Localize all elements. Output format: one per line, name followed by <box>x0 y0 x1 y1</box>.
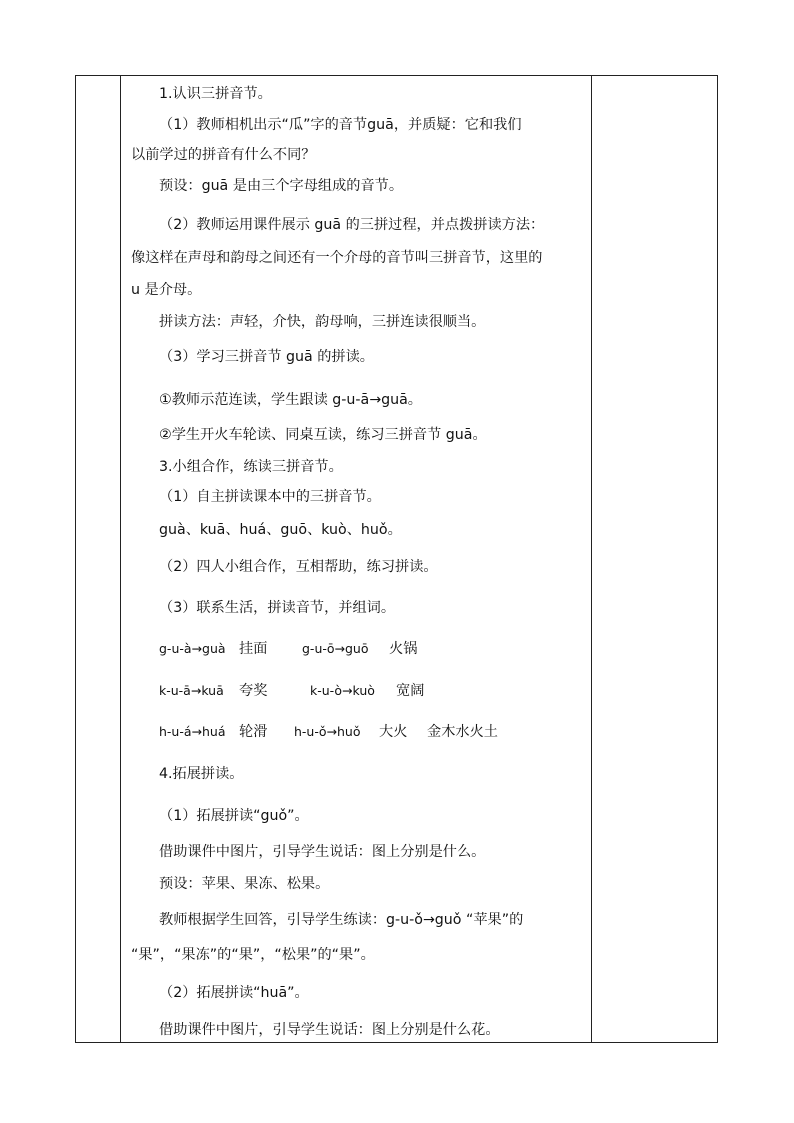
paragraph-line: 像这样在声母和韵母之间还有一个介母的音节叫三拼音节，这里的 <box>131 250 543 266</box>
paragraph-line: “果”，“果冻”的“果”，“松果”的“果”。 <box>131 947 375 963</box>
word: 大火 <box>379 724 408 740</box>
table-left-border <box>75 75 76 1043</box>
pinyin-spelling: k-u-ā→kuā <box>159 683 224 698</box>
pinyin-spelling: h-u-ǒ→huǒ <box>294 724 361 739</box>
pinyin-spelling: k-u-ò→kuò <box>310 683 375 698</box>
table-top-border <box>75 75 718 76</box>
word: 夸奖 <box>239 683 268 699</box>
pinyin-spelling: h-u-á→huá <box>159 724 226 739</box>
paragraph-line: （2）教师运用课件展示 guā 的三拼过程，并点拨拼读方法： <box>159 217 545 233</box>
paragraph-line: 借助课件中图片，引导学生说话：图上分别是什么花。 <box>159 1022 500 1038</box>
table-col-divider-2 <box>591 75 592 1043</box>
word-row <box>159 639 579 659</box>
paragraph-line: ①教师示范连读，学生跟读 g-u-ā→guā。 <box>159 392 422 408</box>
paragraph-line: （1）教师相机出示“瓜”字的音节guā，并质疑：它和我们 <box>159 117 522 133</box>
paragraph-line: 以前学过的拼音有什么不同？ <box>131 147 316 163</box>
paragraph-line: （1）自主拼读课本中的三拼音节。 <box>159 489 381 505</box>
word: 挂面 <box>239 641 268 657</box>
paragraph-line: 借助课件中图片，引导学生说话：图上分别是什么。 <box>159 844 486 860</box>
word: 轮滑 <box>239 724 268 740</box>
table-bottom-border <box>75 1042 718 1043</box>
pinyin-spelling: g-u-ō→guō <box>302 641 369 656</box>
paragraph-line: （3）学习三拼音节 guā 的拼读。 <box>159 349 374 365</box>
paragraph-line: ②学生开火车轮读、同桌互读，练习三拼音节 guā。 <box>159 427 487 443</box>
step-heading-3: 3.小组合作，练读三拼音节。 <box>159 459 343 475</box>
word: 金木水火土 <box>427 724 498 740</box>
paragraph-line: 教师根据学生回答，引导学生练读：g-u-ǒ→guǒ “苹果”的 <box>159 912 524 928</box>
pinyin-spelling: g-u-à→guà <box>159 641 226 656</box>
paragraph-line: 预设：苹果、果冻、松果。 <box>159 876 330 892</box>
paragraph-line: （2）四人小组合作，互相帮助，练习拼读。 <box>159 559 438 575</box>
table-right-border <box>717 75 718 1043</box>
step-heading-1: 1.认识三拼音节。 <box>159 86 272 102</box>
step-heading-4: 4.拓展拼读。 <box>159 766 244 782</box>
paragraph-line: （2）拓展拼读“huā”。 <box>159 985 309 1001</box>
paragraph-line: 拼读方法：声轻，介快，韵母响，三拼连读很顺当。 <box>159 314 486 330</box>
word: 宽阔 <box>396 683 425 699</box>
paragraph-line: （1）拓展拼读“guǒ”。 <box>159 808 309 824</box>
paragraph-line: u 是介母。 <box>131 282 202 298</box>
word: 火锅 <box>389 641 418 657</box>
word-row <box>159 722 579 742</box>
word-row <box>159 681 579 701</box>
paragraph-line: （3）联系生活，拼读音节，并组词。 <box>159 600 396 616</box>
table-col-divider-1 <box>120 75 121 1043</box>
paragraph-line: 预设：guā 是由三个字母组成的音节。 <box>159 178 404 194</box>
pinyin-list: guà、kuā、huá、guō、kuò、huǒ。 <box>159 522 402 538</box>
